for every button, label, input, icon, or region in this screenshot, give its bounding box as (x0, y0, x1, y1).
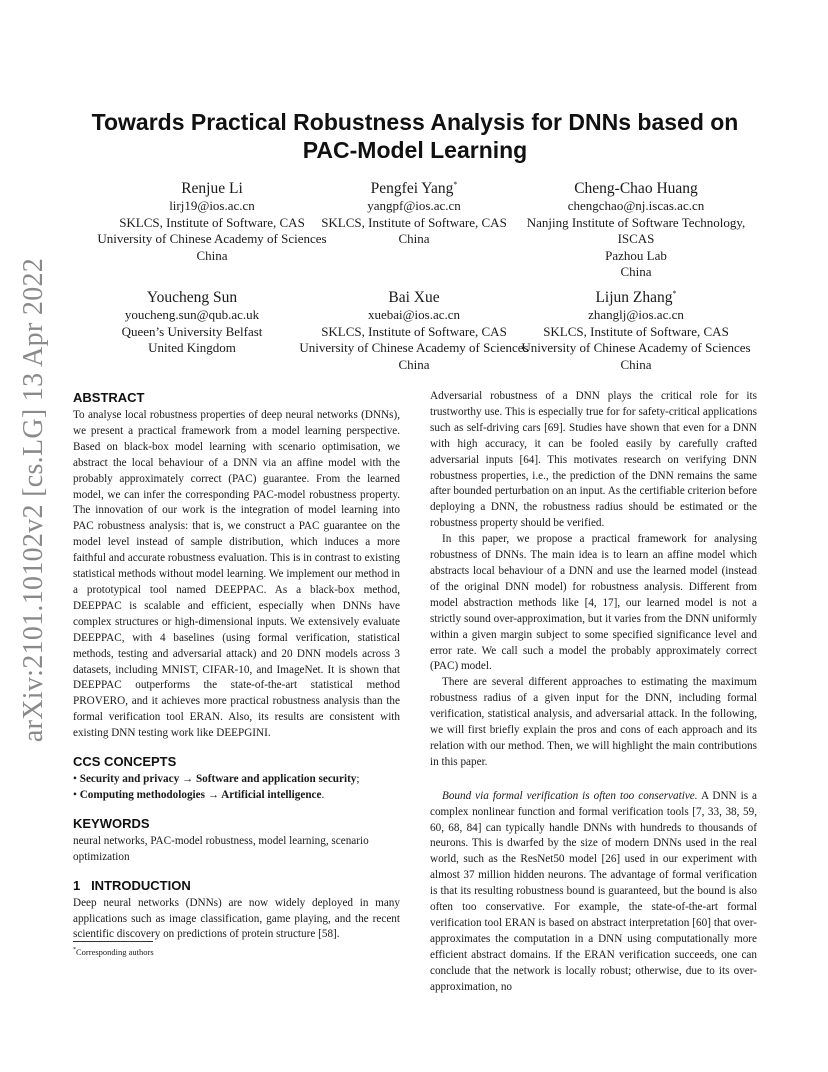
ccs-item: • Security and privacy → Software and application security; (73, 773, 360, 786)
keywords-heading: KEYWORDS (73, 815, 150, 831)
author-name: Renjue Li (181, 180, 243, 198)
paragraph-title: Bound via formal verification is often too conservative. (442, 789, 698, 802)
author-email: lirj19@ios.ac.cn (169, 198, 255, 214)
author-email: yangpf@ios.ac.cn (367, 198, 461, 214)
author-name: Youcheng Sun (146, 289, 238, 307)
author-affiliation: Queen’s University Belfast (121, 323, 263, 339)
footnote: *Corresponding authors (73, 947, 154, 957)
right-column (430, 389, 757, 996)
abstract-text: To analyse local robustness properties of deep neural networks (DNNs), we present a practical framework from a model learning perspective. Based on black-box model learning with scenario optimisation, we abstract the local behaviour of a DNN via an affine model with the probably approximately correct (PAC) guarantee. From the learned model, we can infer the corresponding PAC-model robustness property. The innovation of our work is the integration of model learning into PAC robustness analysis: that is, we construct a PAC guarantee on the model level instead of sample distribution, which induces a more faithful and accurate robustness evaluation. This is in contrast to existing statistical methods without model learning. We implement our method in a prototypical tool named DEEPPAC. As a black-box method, DEEPPAC is scalable and efficient, especially when DNNs have complex structures or high-dimensional inputs. We extensively evaluate DEEPPAC, with 4 baselines (using formal verification, statistical methods, testing and adversarial attack) and 20 DNN models across 3 datasets, including MNIST, CIFAR-10, and ImageNet. It is shown that DEEPPAC outperforms the state-of-the-art statistical method PROVERO, and it achieves more practical robustness analysis than the formal verification tool ERAN. Also, its results are consistent with existing DNN testing work like DEEPGINI. (73, 409, 400, 740)
author-name: Cheng-Chao Huang (574, 180, 698, 198)
author-country: United Kingdom (148, 340, 236, 356)
ccs-concept: Security and privacy → Software and application security (79, 773, 357, 786)
author-name: Lijun Zhang* (595, 289, 677, 307)
author-email: youcheng.sun@qub.ac.uk (124, 307, 260, 323)
paragraph: Adversarial robustness of a DNN plays the critical role for its trustworthy use. This is especially true for for safety-critical applications such as self-driving cars [69]. Studies have shown that even for a DNN with high accuracy, it can be fooled easily by carefully crafted adversarial inputs [64]. This motivates research on verifying DNN robustness properties, i.e., the prediction of the DNN remains the same after bounded perturbation on an input. As the certifiable criterion before deploying a DNN, the robustness radius should be estimated or the robustness property should be verified. (430, 390, 757, 530)
author-affiliation: Pazhou Lab (605, 247, 667, 263)
ccs-concept: Computing methodologies → Artificial intelligence (79, 788, 322, 801)
author-affiliation: Nanjing Institute of Software Technology, ISCAS (526, 214, 746, 247)
author-affiliation: SKLCS, Institute of Software, CAS (321, 323, 507, 339)
left-column (73, 390, 400, 943)
author-country: China (620, 264, 652, 280)
author-block (299, 175, 529, 248)
author-block (299, 284, 529, 373)
author-affiliation: SKLCS, Institute of Software, CAS (543, 323, 729, 339)
arxiv-identifier (14, 240, 54, 760)
footnote-rule (73, 941, 153, 942)
author-block (521, 175, 751, 281)
arxiv-identifier-text: arXiv:2101.10102v2 [cs.LG] 13 Apr 2022 (18, 257, 49, 743)
author-block (521, 284, 751, 373)
keywords-text: neural networks, PAC-model robustness, model learning, scenario optimization (73, 834, 369, 863)
author-affiliation: University of Chinese Academy of Sciences (97, 231, 327, 247)
ccs-item: • Computing methodologies → Artificial intelligence. (73, 788, 325, 801)
paragraph: In this paper, we propose a practical framework for analysing robustness of DNNs. The main idea is to learn an affine model which abstracts local behaviour of a DNN and use the learned model (instead of the original DNN model) for robustness analysis. Different from model abstraction methods like [4, 17], our learned model is not a strictly sound over-approximation, but it varies from the DNN uniformly within a given margin subject to some specified significance level and error rate. We call such a model the probably approximately correct (PAC) model. (430, 533, 757, 673)
author-block (97, 175, 327, 264)
introduction-text: Deep neural networks (DNNs) are now widely deployed in many applications such as image classification, game playing, and the recent scientific discovery on predictions of protein structure [58]. (73, 896, 400, 941)
paragraph: Bound via formal verification is often too conservative. A DNN is a complex nonlinear function and formal verification tools [7, 33, 38, 59, 60, 68, 84] can typically handle DNNs with hundreds to thousands of neurons. This is dwarfed by the size of modern DNNs used in the real world, such as the ResNet50 model [26] used in our experiment with almost 37 million hidden neurons. The advantage of formal verification is that its resulting robustness bound is guaranteed, but the bound is also often too conservative. For example, the state-of-the-art formal verification tool ERAN is based on abstract interpretation [60] that over-approximates the computation in a DNN using computationally more efficient abstract domains. If the ERAN verification succeeds, one can conclude that the network is locally robust; otherwise, due to its over-approximation, no (430, 789, 757, 993)
author-country: China (620, 356, 652, 372)
author-name: Pengfei Yang* (370, 180, 458, 198)
author-country: China (398, 231, 430, 247)
introduction-heading: 1 INTRODUCTION (73, 877, 191, 893)
author-email: xuebai@ios.ac.cn (367, 307, 461, 323)
author-block (77, 284, 307, 357)
author-country: China (196, 247, 228, 263)
abstract-heading: ABSTRACT (73, 390, 145, 405)
author-country: China (398, 356, 430, 372)
author-affiliation: SKLCS, Institute of Software, CAS (119, 214, 305, 230)
author-affiliation: SKLCS, Institute of Software, CAS (321, 214, 507, 230)
paragraph: There are several different approaches to estimating the maximum robustness radius of a given input for the DNN, including formal verification, statistical analysis, and adversarial attack. In the following, we will first briefly explain the pros and cons of each approach and its relation with our method. Then, we will highlight the main contributions in this paper. (430, 676, 757, 768)
author-name: Bai Xue (388, 289, 440, 307)
author-affiliation: University of Chinese Academy of Sciences (299, 340, 529, 356)
ccs-heading: CCS CONCEPTS (73, 754, 177, 770)
author-email: zhanglj@ios.ac.cn (588, 307, 684, 323)
paper-title: Towards Practical Robustness Analysis for DNNs based on PAC-Model Learning (91, 109, 739, 163)
author-email: chengchao@nj.iscas.ac.cn (567, 198, 705, 214)
author-affiliation: University of Chinese Academy of Sciences (521, 340, 751, 356)
